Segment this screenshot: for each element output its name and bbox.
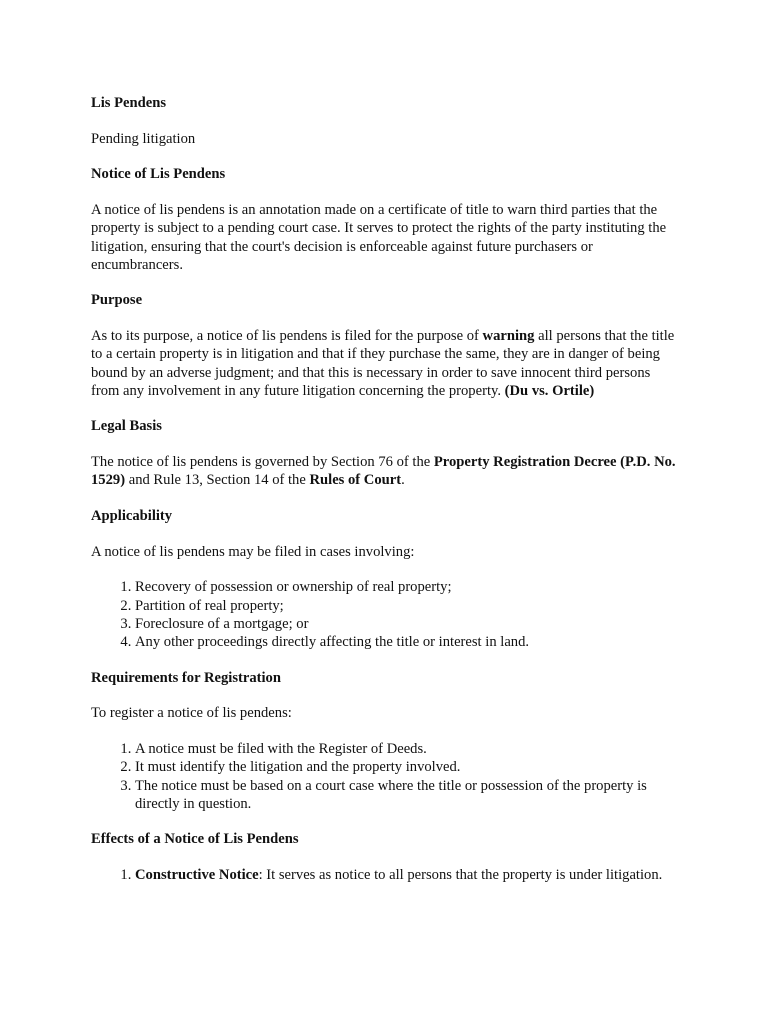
requirements-list	[91, 740, 681, 813]
purpose-heading: Purpose	[91, 292, 143, 309]
legal-basis-decree: Property Registration Decree (P.D. No. 1529)	[91, 454, 676, 489]
legal-basis-heading: Legal Basis	[91, 418, 162, 435]
list-item: 1. Recovery of possession or ownership of real property;	[135, 578, 681, 596]
applicability-heading: Applicability	[91, 508, 173, 525]
legal-basis-text-1: The notice of lis pendens is governed by Section 76 of the	[91, 454, 434, 471]
legal-basis-text-2: and Rule 13, Section 14 of the	[125, 472, 310, 489]
effect-term: Constructive Notice	[135, 867, 259, 884]
document-subtitle: Pending litigation	[91, 130, 196, 147]
legal-basis-rules: Rules of Court	[309, 472, 402, 489]
list-item: 3. The notice must be based on a court case where the title or possession of the property is directly in question.	[135, 777, 681, 813]
purpose-text-before: As to its purpose, a notice of lis pendens is filed for the purpose of	[91, 328, 483, 345]
list-item: 1. A notice must be filed with the Register of Deeds.	[135, 740, 681, 758]
notice-heading: Notice of Lis Pendens	[91, 166, 226, 183]
list-item: 2. Partition of real property;	[135, 597, 681, 615]
legal-basis-paragraph	[91, 453, 681, 489]
requirements-heading: Requirements for Registration	[91, 669, 281, 686]
purpose-citation: (Du vs. Ortile)	[504, 382, 595, 399]
document-page	[91, 94, 681, 902]
list-item	[135, 866, 681, 884]
applicability-intro: A notice of lis pendens may be filed in cases involving:	[91, 543, 415, 560]
effect-text: : It serves as notice to all persons that the property is under litigation.	[258, 867, 663, 884]
applicability-list	[91, 578, 681, 651]
list-item: 3. Foreclosure of a mortgage; or	[135, 615, 681, 633]
purpose-bold-warning: warning	[482, 328, 535, 345]
effects-list	[91, 866, 681, 884]
notice-paragraph: A notice of lis pendens is an annotation made on a certificate of title to warn third parties that the property is subject to a pending court case. It serves to protect the rights of the party instituting the litigation, ensuring that the court's decision is enforceable against future purchasers or encumbrancers.	[91, 202, 667, 273]
document-title: Lis Pendens	[91, 95, 167, 111]
purpose-paragraph	[91, 327, 681, 400]
purpose-text-after: all persons that the title to a certain property is in litigation and that if they purchase the same, they are in danger of being bound by an adverse judgment; and that this is necessary in order to save innocent third persons from any involvement in any future litigation concerning the property.	[91, 328, 675, 399]
list-item: 2. It must identify the litigation and the property involved.	[135, 758, 681, 776]
effects-heading: Effects of a Notice of Lis Pendens	[91, 831, 299, 848]
list-item: 4. Any other proceedings directly affecting the title or interest in land.	[135, 633, 681, 651]
requirements-intro: To register a notice of lis pendens:	[91, 705, 292, 722]
legal-basis-text-3: .	[401, 472, 405, 489]
